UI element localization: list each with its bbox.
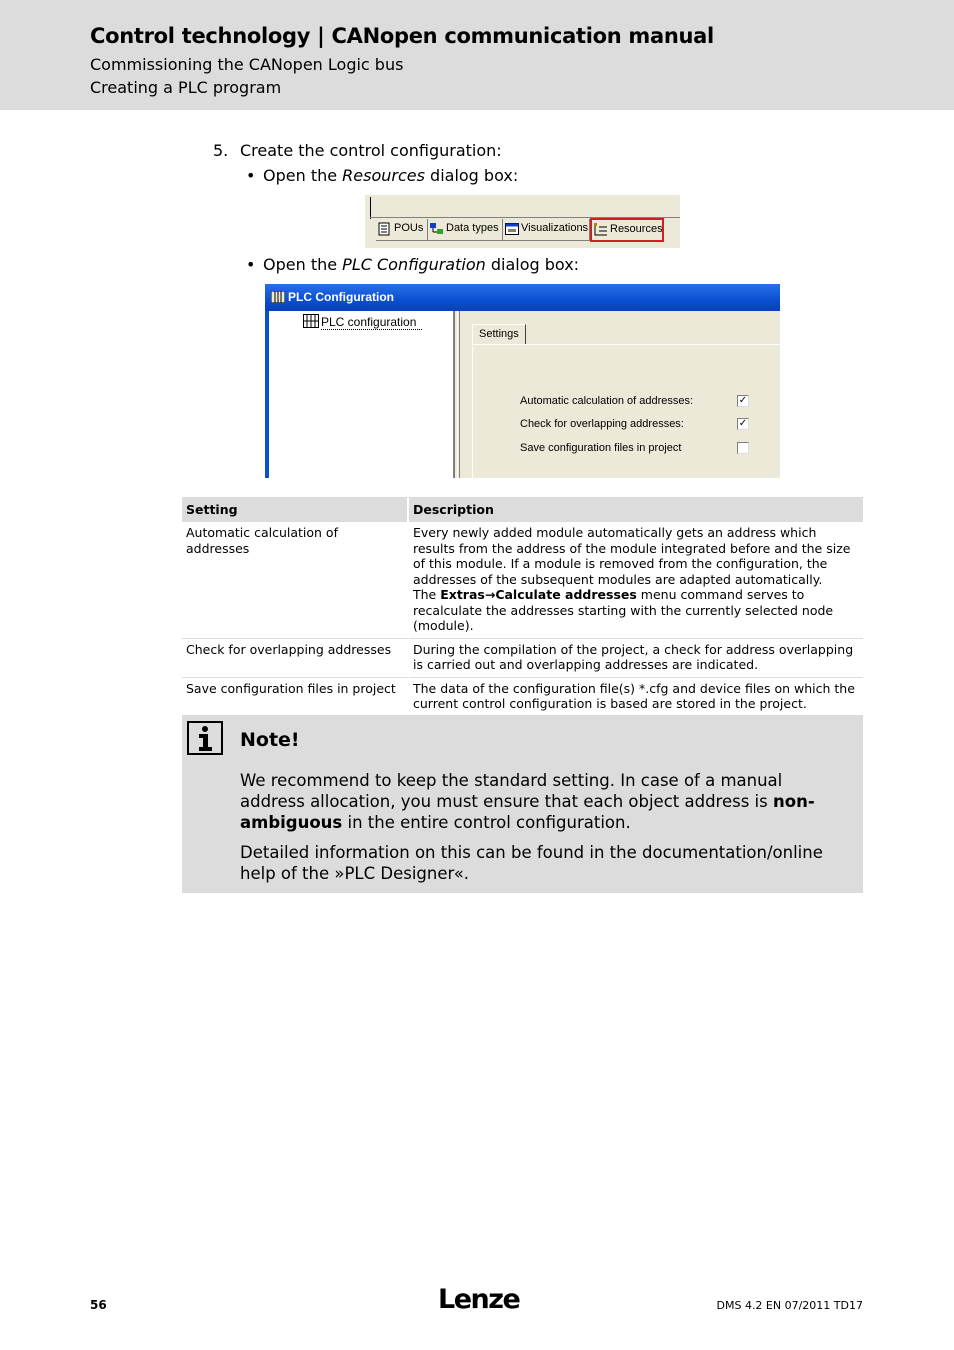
section-title: Creating a PLC program xyxy=(90,78,282,97)
window-titlebar xyxy=(265,284,780,311)
option-label-check-overlap: Check for overlapping addresses: xyxy=(520,418,684,430)
info-icon xyxy=(187,721,223,755)
bullet-dot: • xyxy=(246,255,256,274)
note-heading: Note! xyxy=(240,729,300,751)
plc-configuration-screenshot xyxy=(265,284,780,478)
text-run: menu command serves to recalculate the addresses starting with the currently selected node (module). xyxy=(413,587,834,633)
bullet-open-plc-configuration xyxy=(246,255,579,274)
option-label-save-config: Save configuration files in project xyxy=(520,442,682,454)
tab-pous[interactable] xyxy=(376,219,428,241)
text-run: We recommend to keep the standard setting. In case of a manual address allocation, you must ensure that each object address is xyxy=(240,771,783,811)
tree-item-label: PLC configuration xyxy=(321,315,422,330)
note-paragraph xyxy=(240,770,850,833)
plc-config-icon xyxy=(303,314,319,331)
resources-tab-screenshot xyxy=(365,195,680,248)
setting-cell: Check for overlapping addresses xyxy=(182,639,409,678)
option-label-auto-calc: Automatic calculation of addresses: xyxy=(520,395,694,407)
settings-panel xyxy=(472,344,780,478)
bullet-open-resources xyxy=(246,166,518,185)
manual-title: Control technology | CANopen communication manual xyxy=(90,24,714,48)
plc-config-icon xyxy=(271,291,285,306)
table-row xyxy=(182,678,863,717)
description-cell: During the compilation of the project, a check for address overlapping is carried out and overlapping addresses are indicated. xyxy=(409,639,863,678)
divider xyxy=(370,197,371,219)
column-header-setting: Setting xyxy=(182,497,409,522)
bullet-text: dialog box: xyxy=(485,255,580,274)
description-text xyxy=(413,587,859,634)
tab-settings[interactable]: Settings xyxy=(472,324,526,344)
tab-data-types[interactable] xyxy=(428,219,503,241)
document-reference: DMS 4.2 EN 07/2011 TD17 xyxy=(716,1299,863,1312)
step-5 xyxy=(213,141,502,160)
table-header-row xyxy=(182,497,863,522)
tab-label: Resources xyxy=(610,223,663,235)
text-run: in the entire control configuration. xyxy=(342,813,631,832)
settings-table xyxy=(182,497,863,717)
note-paragraph: Detailed information on this can be found in the documentation/online help of the »PLC Designer«. xyxy=(240,843,823,883)
description-cell: The data of the configuration file(s) *.cfg and device files on which the current control configuration is based are stored in the project. xyxy=(409,678,863,717)
checkbox-save-config[interactable] xyxy=(737,442,749,454)
bullet-text: dialog box: xyxy=(424,166,519,185)
tab-label: POUs xyxy=(394,222,424,234)
text-run: The xyxy=(413,587,441,602)
tab-visualizations[interactable] xyxy=(503,219,590,241)
configuration-tree xyxy=(269,311,455,478)
page-number: 56 xyxy=(90,1298,107,1312)
page-header xyxy=(0,0,954,110)
step-number: 5. xyxy=(213,141,229,160)
lenze-logo: Lenze xyxy=(438,1284,520,1315)
bullet-emphasis: PLC Configuration xyxy=(342,255,486,274)
menu-command: Extras→Calculate addresses xyxy=(440,587,637,602)
tree-item-plc-configuration[interactable] xyxy=(303,314,422,330)
resources-icon xyxy=(594,223,607,237)
step-text: Create the control configuration: xyxy=(240,141,502,160)
description-cell xyxy=(409,522,863,639)
bullet-text: Open the xyxy=(263,166,343,185)
note-box xyxy=(182,715,863,893)
table-row xyxy=(182,639,863,678)
description-text: Every newly added module automatically gets an address which results from the address of the module integrated before and the size of this module. If a module is removed from the configuration, the addresses of the subsequent modules are adapted automatically. xyxy=(413,525,851,587)
setting-cell: Automatic calculation of addresses xyxy=(182,522,409,639)
emphasis-text: non-ambiguous xyxy=(240,792,815,832)
checkbox-check-overlap[interactable]: ✓ xyxy=(738,418,748,429)
tab-label: Visualizations xyxy=(521,222,589,234)
setting-cell: Save configuration files in project xyxy=(182,678,409,717)
tab-resources[interactable] xyxy=(590,218,664,242)
bullet-emphasis: Resources xyxy=(342,166,425,185)
document-icon xyxy=(378,222,391,236)
column-header-description: Description xyxy=(409,497,863,522)
visualization-icon xyxy=(505,222,518,236)
table-row xyxy=(182,522,863,639)
data-types-icon xyxy=(430,222,443,236)
window-title: PLC Configuration xyxy=(288,290,394,304)
bullet-dot: • xyxy=(246,166,256,185)
chapter-title: Commissioning the CANopen Logic bus xyxy=(90,55,404,74)
splitter[interactable] xyxy=(457,311,460,478)
tab-label: Data types xyxy=(446,222,499,234)
checkbox-auto-calc[interactable]: ✓ xyxy=(738,395,748,406)
bullet-text: Open the xyxy=(263,255,343,274)
